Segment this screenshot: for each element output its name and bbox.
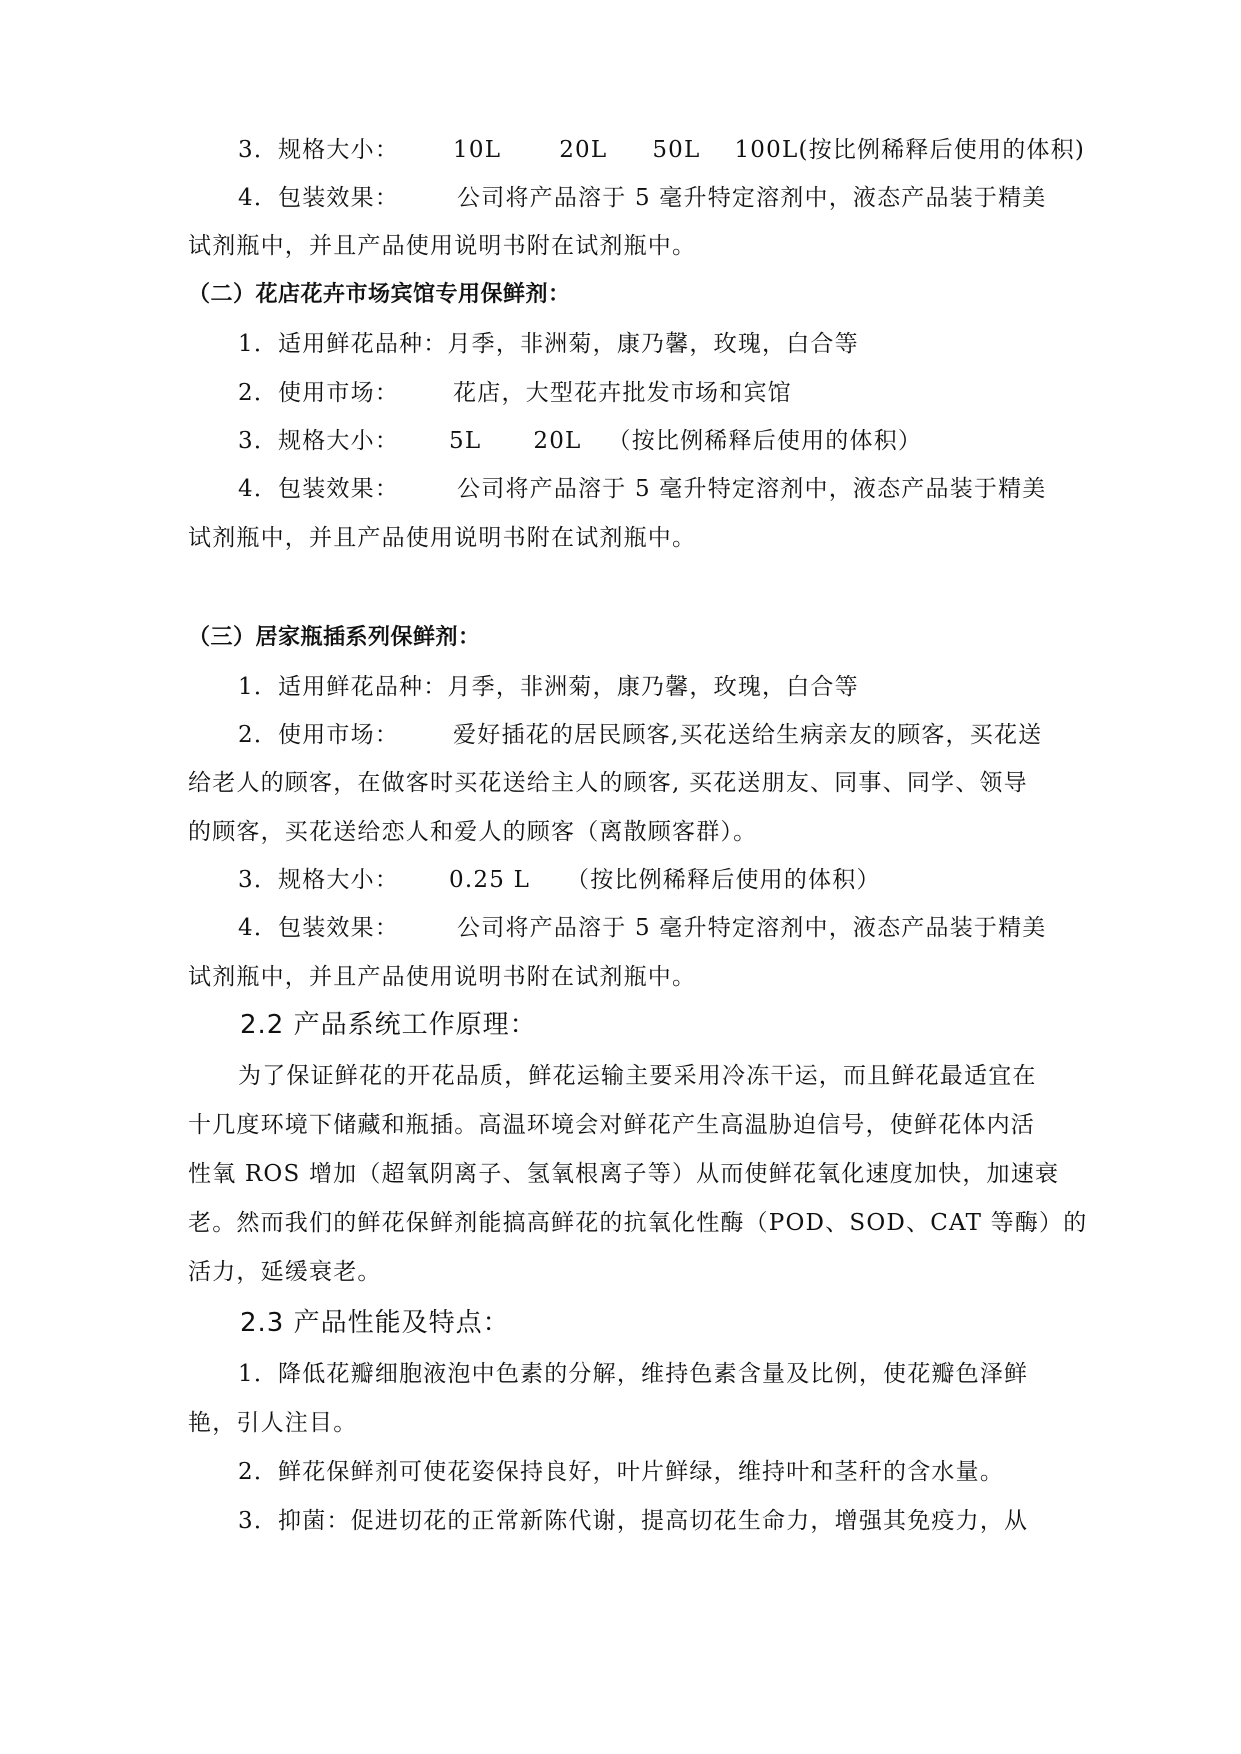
section2-packaging-cont: 试剂瓶中，并且产品使用说明书附在试剂瓶中。 — [188, 525, 697, 551]
principle-line-2: 十几度环境下储藏和瓶插。高温环境会对鲜花产生高温胁迫信号，使鲜花体内活 — [188, 1112, 1035, 1138]
size-10l: 10L — [453, 137, 502, 163]
packaging-text: 公司将产品溶于 5 毫升特定溶剂中，液态产品装于精美 — [457, 476, 1047, 502]
section3-varieties — [238, 672, 1118, 702]
market-text: 爱好插花的居民顾客,买花送给生病亲友的顾客，买花送 — [453, 722, 1043, 748]
market-label: 2．使用市场： — [238, 722, 400, 748]
features-title: 2.3 产品性能及特点： — [240, 1308, 510, 1338]
section3-market-cont1: 给老人的顾客，在做客时买花送给主人的顾客, 买花送朋友、同事、同学、领导 — [188, 770, 1028, 796]
packaging-text: 公司将产品溶于 5 毫升特定溶剂中，液态产品装于精美 — [457, 915, 1047, 941]
varieties-label: 1．适用鲜花品种： — [238, 674, 448, 700]
size-20l: 20L — [533, 428, 582, 454]
principle-line-5: 活力，延缓衰老。 — [188, 1259, 382, 1285]
section3-market-cont2: 的顾客，买花送给恋人和爱人的顾客（离散顾客群）。 — [188, 819, 758, 845]
varieties-label: 1．适用鲜花品种： — [238, 331, 448, 357]
feature-item-1-cont: 艳，引人注目。 — [188, 1410, 358, 1436]
size-100l: 100L(按比例稀释后使用的体积) — [734, 137, 1085, 163]
size-label: 3．规格大小： — [238, 137, 400, 163]
packaging-label: 4．包装效果： — [238, 185, 400, 211]
section2-varieties — [238, 329, 1118, 359]
size-label: 3．规格大小： — [238, 428, 400, 454]
size-spec-line — [238, 135, 1118, 165]
principle-line-4: 老。然而我们的鲜花保鲜剂能搞高鲜花的抗氧化性酶（POD、SOD、CAT 等酶）的 — [188, 1210, 1088, 1236]
principle-line-3: 性氧 ROS 增加（超氧阴离子、氢氧根离子等）从而使鲜花氧化速度加快，加速衰 — [188, 1161, 1060, 1187]
size-50l: 50L — [652, 137, 701, 163]
varieties-text: 月季，非洲菊，康乃馨，玫瑰，白合等 — [447, 674, 859, 700]
market-text: 花店，大型花卉批发市场和宾馆 — [453, 380, 792, 406]
section2-heading: （二）花店花卉市场宾馆专用保鲜剂： — [188, 282, 571, 307]
size-note: （按比例稀释后使用的体积） — [607, 428, 923, 454]
feature-item-2: 2．鲜花保鲜剂可使花姿保持良好，叶片鲜绿，维持叶和茎秆的含水量。 — [238, 1459, 1005, 1485]
section3-packaging — [238, 913, 1118, 943]
size-5l: 5L — [449, 428, 482, 454]
packaging-text: 公司将产品溶于 5 毫升特定溶剂中，液态产品装于精美 — [457, 185, 1047, 211]
feature-item-1: 1．降低花瓣细胞液泡中色素的分解，维持色素含量及比例，使花瓣色泽鲜 — [238, 1361, 1029, 1387]
size-20l: 20L — [559, 137, 608, 163]
feature-item-3: 3．抑菌：促进切花的正常新陈代谢，提高切花生命力，增强其免疫力，从 — [238, 1508, 1029, 1534]
section3-size — [238, 865, 1118, 895]
size-025l: 0.25 L — [449, 867, 531, 893]
section3-packaging-cont: 试剂瓶中，并且产品使用说明书附在试剂瓶中。 — [188, 964, 697, 990]
market-label: 2．使用市场： — [238, 380, 400, 406]
section2-packaging — [238, 474, 1118, 504]
principle-title: 2.2 产品系统工作原理： — [240, 1010, 537, 1040]
size-label: 3．规格大小： — [238, 867, 400, 893]
section2-market — [238, 378, 1118, 408]
packaging-label: 4．包装效果： — [238, 915, 400, 941]
principle-line-1: 为了保证鲜花的开花品质，鲜花运输主要采用冷冻干运，而且鲜花最适宜在 — [238, 1063, 1037, 1089]
section3-heading: （三）居家瓶插系列保鲜剂： — [188, 625, 481, 650]
packaging-label: 4．包装效果： — [238, 476, 400, 502]
varieties-text: 月季，非洲菊，康乃馨，玫瑰，白合等 — [447, 331, 859, 357]
section3-market — [238, 720, 1118, 750]
section2-size — [238, 426, 1118, 456]
packaging-cont: 试剂瓶中，并且产品使用说明书附在试剂瓶中。 — [188, 233, 697, 259]
packaging-line — [238, 183, 1118, 213]
size-note: （按比例稀释后使用的体积） — [566, 867, 881, 893]
